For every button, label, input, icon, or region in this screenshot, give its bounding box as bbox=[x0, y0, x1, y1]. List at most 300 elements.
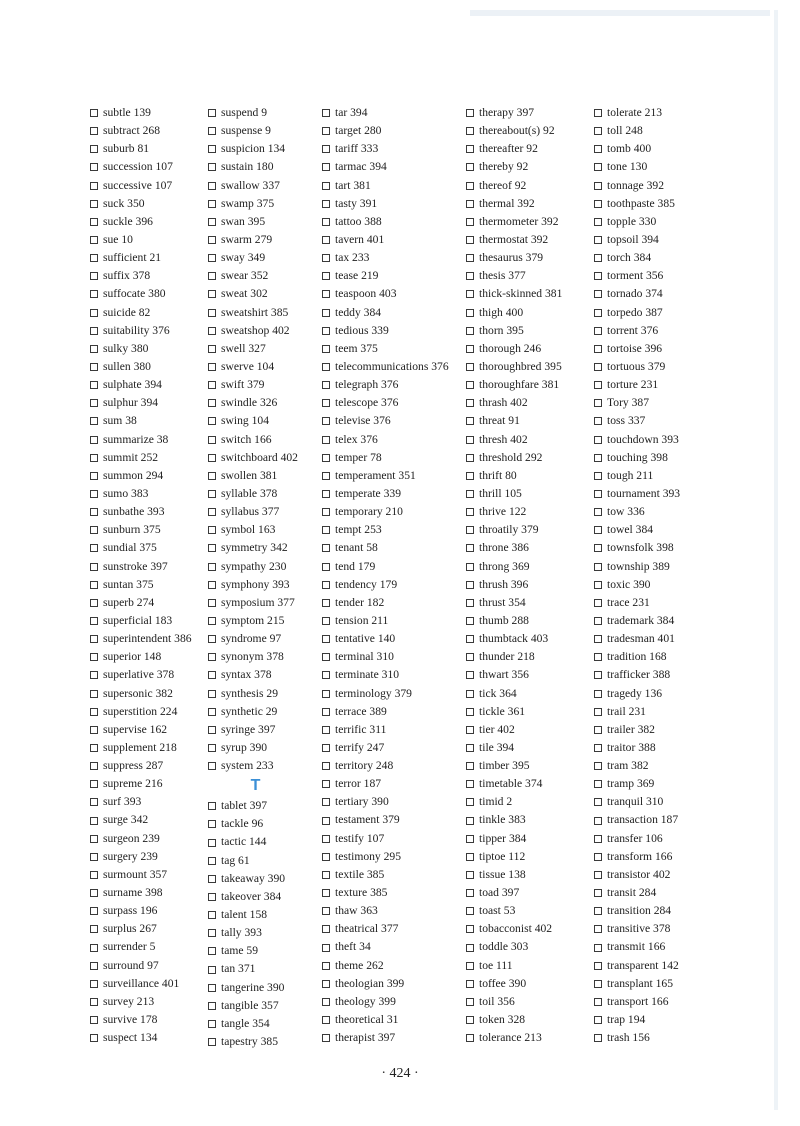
checkbox-icon bbox=[594, 944, 602, 952]
checkbox-icon bbox=[90, 200, 98, 208]
word-entry bbox=[90, 340, 192, 358]
word-entry bbox=[90, 793, 192, 811]
word-entry bbox=[322, 1029, 449, 1047]
word-entry bbox=[322, 993, 449, 1011]
checkbox-icon bbox=[466, 889, 474, 897]
word-entry-text: tram 382 bbox=[607, 759, 649, 773]
scan-artifact-right bbox=[774, 10, 778, 1110]
word-entry-text: tender 182 bbox=[335, 595, 385, 609]
word-entry bbox=[466, 213, 562, 231]
word-entry bbox=[466, 938, 562, 956]
checkbox-icon bbox=[208, 272, 216, 280]
checkbox-icon bbox=[90, 327, 98, 335]
word-entry bbox=[208, 485, 303, 503]
word-entry bbox=[322, 938, 449, 956]
word-entry bbox=[594, 920, 680, 938]
checkbox-icon bbox=[466, 200, 474, 208]
word-entry-text: torrent 376 bbox=[607, 323, 659, 337]
word-entry-text: suck 350 bbox=[103, 196, 145, 210]
word-entry-text: tedious 339 bbox=[335, 323, 389, 337]
checkbox-icon bbox=[322, 290, 330, 298]
word-entry-text: tangible 357 bbox=[221, 998, 279, 1012]
word-entry bbox=[594, 195, 680, 213]
checkbox-icon bbox=[594, 127, 602, 135]
word-column-1 bbox=[90, 104, 192, 1047]
word-entry bbox=[322, 195, 449, 213]
checkbox-icon bbox=[322, 581, 330, 589]
word-entry bbox=[466, 576, 562, 594]
checkbox-icon bbox=[466, 925, 474, 933]
word-entry-text: surplus 267 bbox=[103, 922, 157, 936]
word-entry-text: toll 248 bbox=[607, 124, 643, 138]
word-entry-text: sulphate 394 bbox=[103, 378, 162, 392]
word-entry bbox=[466, 685, 562, 703]
word-entry bbox=[594, 213, 680, 231]
checkbox-icon bbox=[90, 853, 98, 861]
checkbox-icon bbox=[594, 236, 602, 244]
word-entry-text: suspect 134 bbox=[103, 1031, 158, 1045]
word-entry-text: terminal 310 bbox=[335, 650, 394, 664]
word-entry bbox=[322, 503, 449, 521]
word-entry bbox=[594, 231, 680, 249]
word-entry bbox=[322, 757, 449, 775]
word-entry-text: swollen 381 bbox=[221, 468, 278, 482]
word-entry bbox=[594, 938, 680, 956]
checkbox-icon bbox=[90, 490, 98, 498]
word-entry-text: symptom 215 bbox=[221, 613, 285, 627]
checkbox-icon bbox=[90, 127, 98, 135]
word-entry-text: transparent 142 bbox=[607, 958, 679, 972]
word-entry bbox=[594, 612, 680, 630]
checkbox-icon bbox=[594, 871, 602, 879]
word-entry-text: tablet 397 bbox=[221, 799, 268, 813]
word-entry-text: thick-skinned 381 bbox=[479, 287, 563, 301]
word-entry-text: thrift 80 bbox=[479, 468, 517, 482]
checkbox-icon bbox=[90, 290, 98, 298]
word-entry bbox=[208, 177, 303, 195]
word-entry-text: toothpaste 385 bbox=[607, 196, 675, 210]
word-entry bbox=[594, 285, 680, 303]
word-entry-text: throatily 379 bbox=[479, 523, 539, 537]
word-entry bbox=[208, 815, 303, 833]
checkbox-icon bbox=[208, 947, 216, 955]
word-entry bbox=[466, 231, 562, 249]
word-entry-text: torch 384 bbox=[607, 251, 652, 265]
word-entry-text: transaction 187 bbox=[607, 813, 679, 827]
word-entry-text: thorn 395 bbox=[479, 323, 524, 337]
checkbox-icon bbox=[466, 635, 474, 643]
word-entry bbox=[90, 104, 192, 122]
checkbox-icon bbox=[90, 744, 98, 752]
word-entry-text: textile 385 bbox=[335, 867, 385, 881]
checkbox-icon bbox=[594, 381, 602, 389]
checkbox-icon bbox=[208, 399, 216, 407]
word-entry-text: tendency 179 bbox=[335, 577, 398, 591]
checkbox-icon bbox=[466, 617, 474, 625]
word-entry-text: suppress 287 bbox=[103, 759, 164, 773]
checkbox-icon bbox=[466, 218, 474, 226]
word-entry bbox=[466, 648, 562, 666]
word-entry-text: tarmac 394 bbox=[335, 160, 387, 174]
word-entry bbox=[594, 739, 680, 757]
checkbox-icon bbox=[466, 762, 474, 770]
checkbox-icon bbox=[208, 417, 216, 425]
checkbox-icon bbox=[594, 762, 602, 770]
checkbox-icon bbox=[90, 780, 98, 788]
word-entry-text: toddle 303 bbox=[479, 940, 529, 954]
word-entry-text: sulphur 394 bbox=[103, 396, 159, 410]
word-entry bbox=[90, 775, 192, 793]
word-entry bbox=[594, 648, 680, 666]
checkbox-icon bbox=[322, 272, 330, 280]
word-entry bbox=[594, 503, 680, 521]
word-entry-text: transport 166 bbox=[607, 994, 669, 1008]
word-entry-text: teem 375 bbox=[335, 341, 378, 355]
word-entry bbox=[322, 830, 449, 848]
word-entry-text: tease 219 bbox=[335, 269, 379, 283]
word-entry-text: surround 97 bbox=[103, 958, 159, 972]
checkbox-icon bbox=[90, 635, 98, 643]
checkbox-icon bbox=[466, 309, 474, 317]
word-entry bbox=[466, 993, 562, 1011]
word-entry bbox=[90, 249, 192, 267]
word-entry bbox=[594, 757, 680, 775]
checkbox-icon bbox=[208, 893, 216, 901]
checkbox-icon bbox=[322, 544, 330, 552]
word-entry bbox=[466, 703, 562, 721]
word-entry bbox=[208, 431, 303, 449]
word-entry-text: tackle 96 bbox=[221, 817, 264, 831]
word-entry bbox=[466, 884, 562, 902]
checkbox-icon bbox=[466, 798, 474, 806]
checkbox-icon bbox=[90, 345, 98, 353]
word-entry bbox=[208, 888, 303, 906]
checkbox-icon bbox=[466, 835, 474, 843]
word-entry bbox=[90, 902, 192, 920]
word-entry-text: tariff 333 bbox=[335, 142, 379, 156]
checkbox-icon bbox=[594, 508, 602, 516]
word-entry bbox=[208, 852, 303, 870]
word-entry bbox=[322, 558, 449, 576]
checkbox-icon bbox=[322, 236, 330, 244]
word-entry bbox=[90, 957, 192, 975]
word-entry-text: swell 327 bbox=[221, 341, 266, 355]
word-entry-text: supervise 162 bbox=[103, 722, 168, 736]
word-entry-text: toil 356 bbox=[479, 994, 515, 1008]
checkbox-icon bbox=[322, 944, 330, 952]
checkbox-icon bbox=[90, 925, 98, 933]
word-entry bbox=[466, 158, 562, 176]
word-entry-text: swear 352 bbox=[221, 269, 269, 283]
word-entry-text: summarize 38 bbox=[103, 432, 169, 446]
checkbox-icon bbox=[466, 744, 474, 752]
word-entry-text: thermostat 392 bbox=[479, 232, 549, 246]
word-entry bbox=[322, 721, 449, 739]
word-entry-text: surgery 239 bbox=[103, 849, 158, 863]
word-entry bbox=[322, 213, 449, 231]
word-entry bbox=[90, 285, 192, 303]
word-entry bbox=[594, 576, 680, 594]
word-entry bbox=[208, 594, 303, 612]
word-entry-text: transition 284 bbox=[607, 904, 672, 918]
word-entry-text: sundial 375 bbox=[103, 541, 157, 555]
checkbox-icon bbox=[208, 1020, 216, 1028]
checkbox-icon bbox=[594, 163, 602, 171]
word-entry-text: testimony 295 bbox=[335, 849, 402, 863]
word-entry bbox=[466, 957, 562, 975]
word-entry bbox=[208, 979, 303, 997]
word-entry bbox=[466, 793, 562, 811]
word-entry bbox=[90, 993, 192, 1011]
word-entry-text: tattoo 388 bbox=[335, 214, 382, 228]
checkbox-icon bbox=[208, 875, 216, 883]
word-entry bbox=[90, 195, 192, 213]
word-entry-text: thesis 377 bbox=[479, 269, 526, 283]
word-entry-text: sufficient 21 bbox=[103, 251, 162, 265]
word-entry-text: terrace 389 bbox=[335, 704, 387, 718]
checkbox-icon bbox=[466, 399, 474, 407]
word-entry-text: tension 211 bbox=[335, 613, 389, 627]
word-entry-text: thereafter 92 bbox=[479, 142, 538, 156]
checkbox-icon bbox=[594, 744, 602, 752]
word-entry-text: townsfolk 398 bbox=[607, 541, 674, 555]
word-entry-text: threat 91 bbox=[479, 414, 520, 428]
word-entry bbox=[322, 322, 449, 340]
checkbox-icon bbox=[90, 762, 98, 770]
checkbox-icon bbox=[322, 454, 330, 462]
word-entry-text: tavern 401 bbox=[335, 232, 385, 246]
word-entry-text: tragedy 136 bbox=[607, 686, 663, 700]
checkbox-icon bbox=[322, 835, 330, 843]
word-entry bbox=[594, 521, 680, 539]
word-entry bbox=[322, 576, 449, 594]
word-entry-text: tranquil 310 bbox=[607, 795, 664, 809]
word-entry-text: tempt 253 bbox=[335, 523, 382, 537]
word-entry-text: suntan 375 bbox=[103, 577, 154, 591]
checkbox-icon bbox=[90, 889, 98, 897]
word-entry-text: tag 61 bbox=[221, 853, 250, 867]
checkbox-icon bbox=[322, 200, 330, 208]
word-entry bbox=[322, 1011, 449, 1029]
checkbox-icon bbox=[594, 290, 602, 298]
word-entry bbox=[594, 685, 680, 703]
checkbox-icon bbox=[90, 454, 98, 462]
word-entry bbox=[322, 739, 449, 757]
word-entry bbox=[208, 213, 303, 231]
checkbox-icon bbox=[466, 381, 474, 389]
word-entry-text: trash 156 bbox=[607, 1031, 650, 1045]
checkbox-icon bbox=[90, 871, 98, 879]
checkbox-icon bbox=[594, 109, 602, 117]
checkbox-icon bbox=[208, 218, 216, 226]
checkbox-icon bbox=[90, 182, 98, 190]
checkbox-icon bbox=[466, 653, 474, 661]
word-entry-text: terminate 310 bbox=[335, 668, 400, 682]
word-entry bbox=[90, 1011, 192, 1029]
word-entry bbox=[322, 975, 449, 993]
word-entry bbox=[466, 449, 562, 467]
word-entry-text: temper 78 bbox=[335, 450, 382, 464]
word-entry-text: tow 336 bbox=[607, 505, 645, 519]
checkbox-icon bbox=[90, 980, 98, 988]
checkbox-icon bbox=[466, 345, 474, 353]
word-entry bbox=[90, 866, 192, 884]
checkbox-icon bbox=[90, 436, 98, 444]
word-entry-text: toast 53 bbox=[479, 904, 516, 918]
checkbox-icon bbox=[322, 889, 330, 897]
checkbox-icon bbox=[208, 911, 216, 919]
word-entry bbox=[322, 249, 449, 267]
word-entry-text: theft 34 bbox=[335, 940, 371, 954]
word-entry-text: transit 284 bbox=[607, 886, 657, 900]
word-entry-text: synthetic 29 bbox=[221, 704, 278, 718]
word-entry bbox=[90, 975, 192, 993]
word-entry-text: suspicion 134 bbox=[221, 142, 286, 156]
word-entry-text: tier 402 bbox=[479, 722, 515, 736]
checkbox-icon bbox=[322, 381, 330, 389]
checkbox-icon bbox=[594, 454, 602, 462]
checkbox-icon bbox=[90, 817, 98, 825]
word-entry bbox=[208, 942, 303, 960]
word-entry-text: sum 38 bbox=[103, 414, 137, 428]
word-entry bbox=[466, 1029, 562, 1047]
word-entry-text: tertiary 390 bbox=[335, 795, 389, 809]
checkbox-icon bbox=[594, 889, 602, 897]
checkbox-icon bbox=[208, 617, 216, 625]
checkbox-icon bbox=[466, 472, 474, 480]
word-column-2 bbox=[208, 104, 303, 1051]
checkbox-icon bbox=[466, 944, 474, 952]
word-entry bbox=[322, 177, 449, 195]
word-entry bbox=[322, 394, 449, 412]
checkbox-icon bbox=[322, 726, 330, 734]
checkbox-icon bbox=[322, 1034, 330, 1042]
checkbox-icon bbox=[466, 726, 474, 734]
checkbox-icon bbox=[466, 690, 474, 698]
word-entry bbox=[594, 467, 680, 485]
checkbox-icon bbox=[466, 853, 474, 861]
word-entry-text: terminology 379 bbox=[335, 686, 412, 700]
checkbox-icon bbox=[466, 871, 474, 879]
checkbox-icon bbox=[90, 508, 98, 516]
word-entry bbox=[90, 521, 192, 539]
word-entry-text: supplement 218 bbox=[103, 740, 177, 754]
checkbox-icon bbox=[90, 617, 98, 625]
word-entry bbox=[208, 997, 303, 1015]
word-entry bbox=[466, 866, 562, 884]
checkbox-icon bbox=[594, 835, 602, 843]
checkbox-icon bbox=[208, 127, 216, 135]
word-entry bbox=[594, 431, 680, 449]
word-entry-text: succession 107 bbox=[103, 160, 173, 174]
word-entry bbox=[466, 503, 562, 521]
word-entry-text: suffix 378 bbox=[103, 269, 151, 283]
word-entry-text: surname 398 bbox=[103, 886, 163, 900]
word-entry-text: thumbtack 403 bbox=[479, 632, 549, 646]
word-entry-text: tangle 354 bbox=[221, 1016, 270, 1030]
checkbox-icon bbox=[90, 835, 98, 843]
checkbox-icon bbox=[466, 998, 474, 1006]
word-entry bbox=[594, 358, 680, 376]
checkbox-icon bbox=[322, 1016, 330, 1024]
word-entry-text: suffocate 380 bbox=[103, 287, 166, 301]
checkbox-icon bbox=[322, 254, 330, 262]
checkbox-icon bbox=[90, 309, 98, 317]
word-entry-text: suckle 396 bbox=[103, 214, 153, 228]
word-entry bbox=[594, 376, 680, 394]
word-entry bbox=[90, 485, 192, 503]
checkbox-icon bbox=[90, 998, 98, 1006]
word-entry bbox=[208, 833, 303, 851]
checkbox-icon bbox=[322, 817, 330, 825]
word-entry-text: synthesis 29 bbox=[221, 686, 279, 700]
word-entry-text: theatrical 377 bbox=[335, 922, 399, 936]
checkbox-icon bbox=[208, 163, 216, 171]
checkbox-icon bbox=[594, 671, 602, 679]
word-entry-text: transfer 106 bbox=[607, 831, 663, 845]
word-entry-text: survive 178 bbox=[103, 1013, 158, 1027]
word-entry-text: tentative 140 bbox=[335, 632, 396, 646]
checkbox-icon bbox=[594, 182, 602, 190]
word-entry bbox=[594, 630, 680, 648]
word-entry-text: superlative 378 bbox=[103, 668, 175, 682]
word-entry bbox=[90, 739, 192, 757]
word-entry-text: takeover 384 bbox=[221, 889, 282, 903]
checkbox-icon bbox=[208, 145, 216, 153]
word-entry bbox=[466, 848, 562, 866]
checkbox-icon bbox=[466, 327, 474, 335]
checkbox-icon bbox=[208, 762, 216, 770]
word-entry-text: thoroughbred 395 bbox=[479, 359, 562, 373]
checkbox-icon bbox=[594, 254, 602, 262]
word-entry bbox=[466, 140, 562, 158]
word-entry bbox=[594, 830, 680, 848]
word-entry bbox=[90, 358, 192, 376]
checkbox-icon bbox=[322, 363, 330, 371]
word-entry bbox=[322, 467, 449, 485]
word-entry bbox=[322, 612, 449, 630]
checkbox-icon bbox=[594, 272, 602, 280]
checkbox-icon bbox=[208, 236, 216, 244]
checkbox-icon bbox=[594, 1034, 602, 1042]
word-entry bbox=[322, 703, 449, 721]
checkbox-icon bbox=[322, 798, 330, 806]
word-entry bbox=[90, 666, 192, 684]
checkbox-icon bbox=[322, 345, 330, 353]
checkbox-icon bbox=[90, 907, 98, 915]
checkbox-icon bbox=[466, 417, 474, 425]
checkbox-icon bbox=[594, 726, 602, 734]
checkbox-icon bbox=[90, 798, 98, 806]
checkbox-icon bbox=[90, 472, 98, 480]
word-entry-text: talent 158 bbox=[221, 908, 268, 922]
word-entry-text: superstition 224 bbox=[103, 704, 178, 718]
checkbox-icon bbox=[594, 327, 602, 335]
word-entry-text: tortuous 379 bbox=[607, 359, 666, 373]
word-entry-text: thoroughfare 381 bbox=[479, 378, 560, 392]
word-entry-text: tramp 369 bbox=[607, 777, 655, 791]
checkbox-icon bbox=[90, 236, 98, 244]
word-entry-text: swamp 375 bbox=[221, 196, 275, 210]
checkbox-icon bbox=[208, 254, 216, 262]
word-entry-text: summit 252 bbox=[103, 450, 159, 464]
word-entry bbox=[90, 830, 192, 848]
word-entry bbox=[90, 594, 192, 612]
checkbox-icon bbox=[594, 617, 602, 625]
checkbox-icon bbox=[466, 145, 474, 153]
checkbox-icon bbox=[322, 853, 330, 861]
word-entry-text: terrify 247 bbox=[335, 740, 385, 754]
